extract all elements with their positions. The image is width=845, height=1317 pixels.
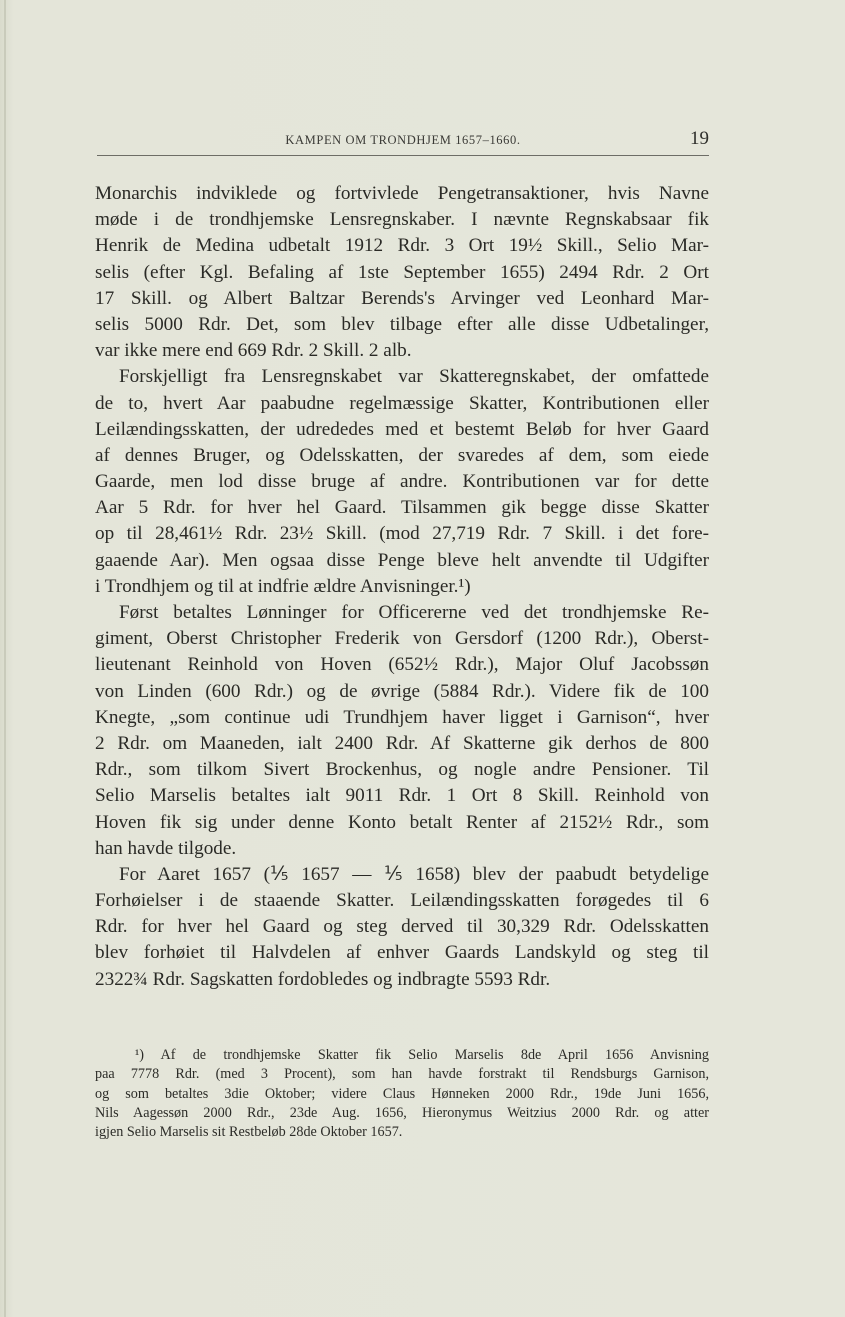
header-rule [97,155,709,156]
text-line: giment, Oberst Christopher Frederik von Gersdorf (1200 Rdr.), Oberst- [95,628,709,650]
text-line: selis (efter Kgl. Befaling af 1ste September 1655) 2494 Rdr. 2 Ort [95,261,709,283]
text-line: de to, hvert Aar paabudne regelmæssige Skatter, Kontributionen eller [95,392,709,414]
page-header [97,126,709,156]
text-line: Hoven fik sig under denne Konto betalt Renter af 2152½ Rdr., som [95,811,709,833]
text-line: Rdr. for hver hel Gaard og steg derved til 30,329 Rdr. Odelsskatten [95,916,709,938]
text-line: Forhøielser i de staaende Skatter. Leilændingsskatten forøgedes til 6 [95,890,709,912]
footnote-line: og som betaltes 3die Oktober; videre Claus Hønneken 2000 Rdr., 19de Juni 1656, [95,1085,709,1102]
text-line: var ikke mere end 669 Rdr. 2 Skill. 2 alb. [95,340,412,362]
main-text [95,181,709,993]
text-line: Gaarde, men lod disse bruge af andre. Kontributionen var for dette [95,471,709,493]
text-line: Henrik de Medina udbetalt 1912 Rdr. 3 Ort 19½ Skill., Selio Mar- [95,235,709,257]
text-line: møde i de trondhjemske Lensregnskaber. I nævnte Regnskabsaar fik [95,209,709,231]
text-line: 2322¾ Rdr. Sagskatten fordobledes og indbragte 5593 Rdr. [95,968,551,990]
text-line: Selio Marselis betaltes ialt 9011 Rdr. 1 Ort 8 Skill. Reinhold von [95,785,709,807]
text-line: i Trondhjem og til at indfrie ældre Anvisninger.¹) [95,575,471,597]
text-line: Monarchis indviklede og fortvivlede Pengetransaktioner, hvis Navne [95,183,709,204]
text-line: blev forhøiet til Halvdelen af enhver Gaards Landskyld og steg til [95,942,709,964]
text-line: Knegte, „som continue udi Trundhjem haver ligget i Garnison“, hver [95,706,709,728]
text-line: Rdr., som tilkom Sivert Brockenhus, og nogle andre Pensioner. Til [95,759,709,781]
page-number: 19 [690,128,709,149]
text-line: 17 Skill. og Albert Baltzar Berends's Arvinger ved Leonhard Mar- [95,287,709,309]
text-line: Leilændingsskatten, der udrededes med et bestemt Beløb for hver Gaard [95,418,709,440]
paragraph-start-line: Forskjelligt fra Lensregnskabet var Skatteregnskabet, der omfattede [119,366,709,388]
text-line: selis 5000 Rdr. Det, som blev tilbage efter alle disse Udbetalinger, [95,313,709,335]
footnote-line: ¹) Af de trondhjemske Skatter fik Selio Marselis 8de April 1656 Anvisning [135,1047,709,1063]
footnote-line: Nils Aagessøn 2000 Rdr., 23de Aug. 1656, Hieronymus Weitzius 2000 Rdr. og atter [95,1104,709,1121]
footnote-line: paa 7778 Rdr. (med 3 Procent), som han havde forstrakt til Rendsburgs Garnison, [95,1066,709,1083]
paragraph-start-line: Først betaltes Lønninger for Officererne ved det trondhjemske Re- [119,602,709,623]
paragraph-start-line: For Aaret 1657 (⅕ 1657 — ⅕ 1658) blev der paabudt betydelige [119,863,709,885]
page-gutter-edge [4,0,6,1317]
text-line: af dennes Bruger, og Odelsskatten, der svaredes af dem, som eiede [95,444,709,466]
text-line: 2 Rdr. om Maaneden, ialt 2400 Rdr. Af Skatterne gik derhos de 800 [95,732,709,754]
text-line: gaaende Aar). Men ogsaa disse Penge bleve helt anvendte til Udgifter [95,549,709,571]
footnote [95,1046,709,1142]
text-line: lieutenant Reinhold von Hoven (652½ Rdr.), Major Oluf Jacobssøn [95,654,709,676]
footnote-line: igjen Selio Marselis sit Restbeløb 28de Oktober 1657. [95,1124,403,1141]
text-line: Aar 5 Rdr. for hver hel Gaard. Tilsammen gik begge disse Skatter [95,497,709,519]
text-line: von Linden (600 Rdr.) og de øvrige (5884 Rdr.). Videre fik de 100 [95,680,709,702]
text-line: op til 28,461½ Rdr. 23½ Skill. (mod 27,719 Rdr. 7 Skill. i det fore- [95,523,709,545]
running-title: KAMPEN OM TRONDHJEM 1657–1660. [285,133,521,147]
text-line: han havde tilgode. [95,837,237,859]
